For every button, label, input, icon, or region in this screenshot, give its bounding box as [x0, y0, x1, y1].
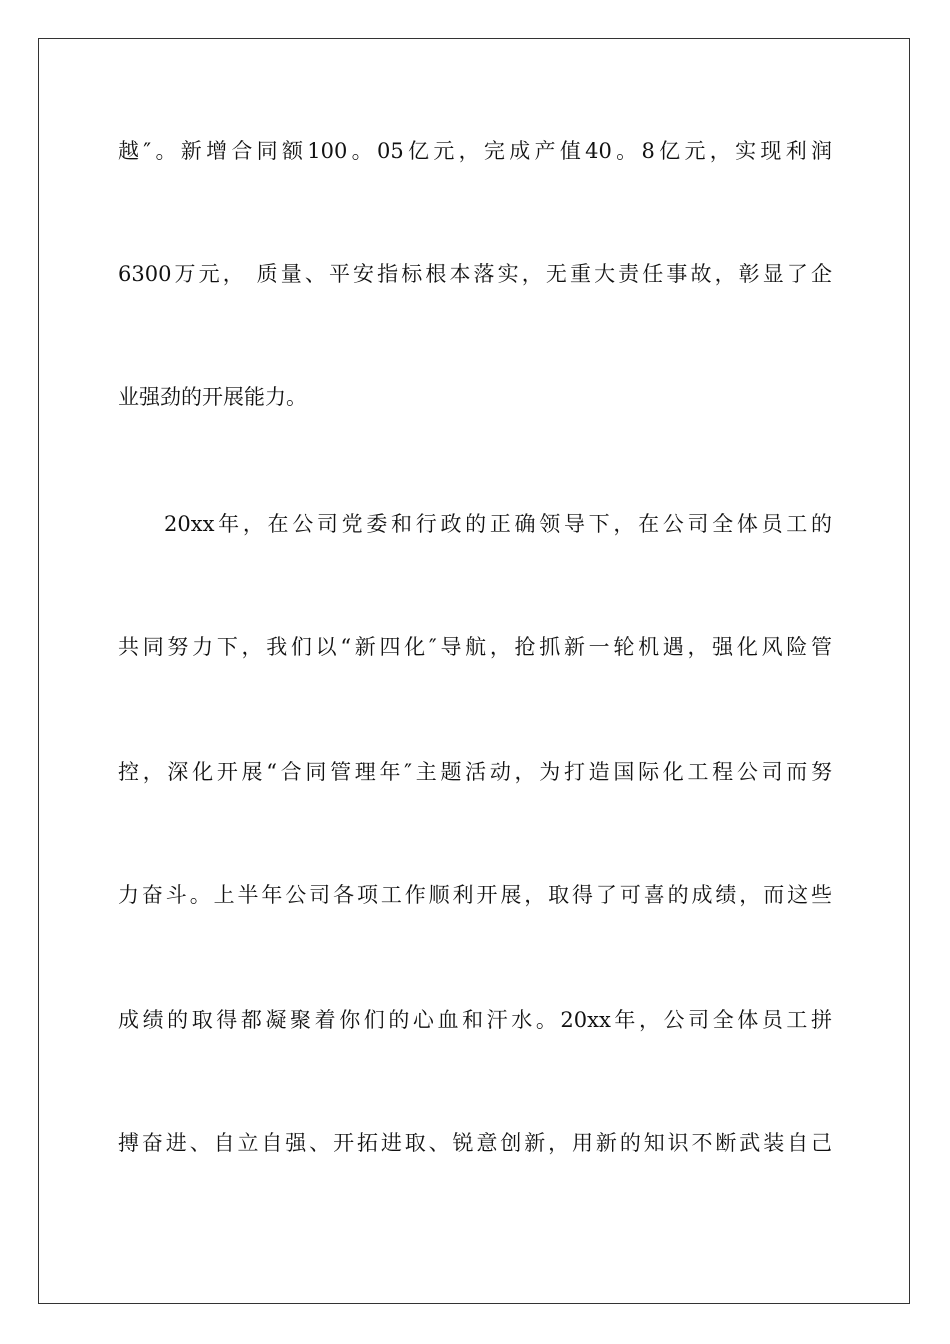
paragraph-line-6: 控，深化开展“合同管理年″主题活动，为打造国际化工程公司而努 [118, 760, 832, 784]
paragraph-line-4: 20xx年，在公司党委和行政的正确领导下，在公司全体员工的 [164, 512, 832, 536]
paragraph-line-8: 成绩的取得都凝聚着你们的心血和汗水。20xx年，公司全体员工拼 [118, 1008, 832, 1032]
paragraph-line-2: 6300万元， 质量、平安指标根本落实，无重大责任事故，彰显了企 [118, 262, 832, 286]
page-border [38, 38, 910, 1304]
paragraph-line-7: 力奋斗。上半年公司各项工作顺利开展，取得了可喜的成绩，而这些 [118, 883, 832, 907]
paragraph-line-9: 搏奋进、自立自强、开拓进取、锐意创新，用新的知识不断武装自己 [118, 1131, 832, 1155]
paragraph-line-3: 业强劲的开展能力。 [118, 385, 307, 409]
paragraph-line-5: 共同努力下，我们以“新四化″导航，抢抓新一轮机遇，强化风险管 [118, 635, 832, 659]
paragraph-line-1: 越″。新增合同额100。05亿元，完成产值40。8亿元，实现利润 [118, 139, 832, 163]
